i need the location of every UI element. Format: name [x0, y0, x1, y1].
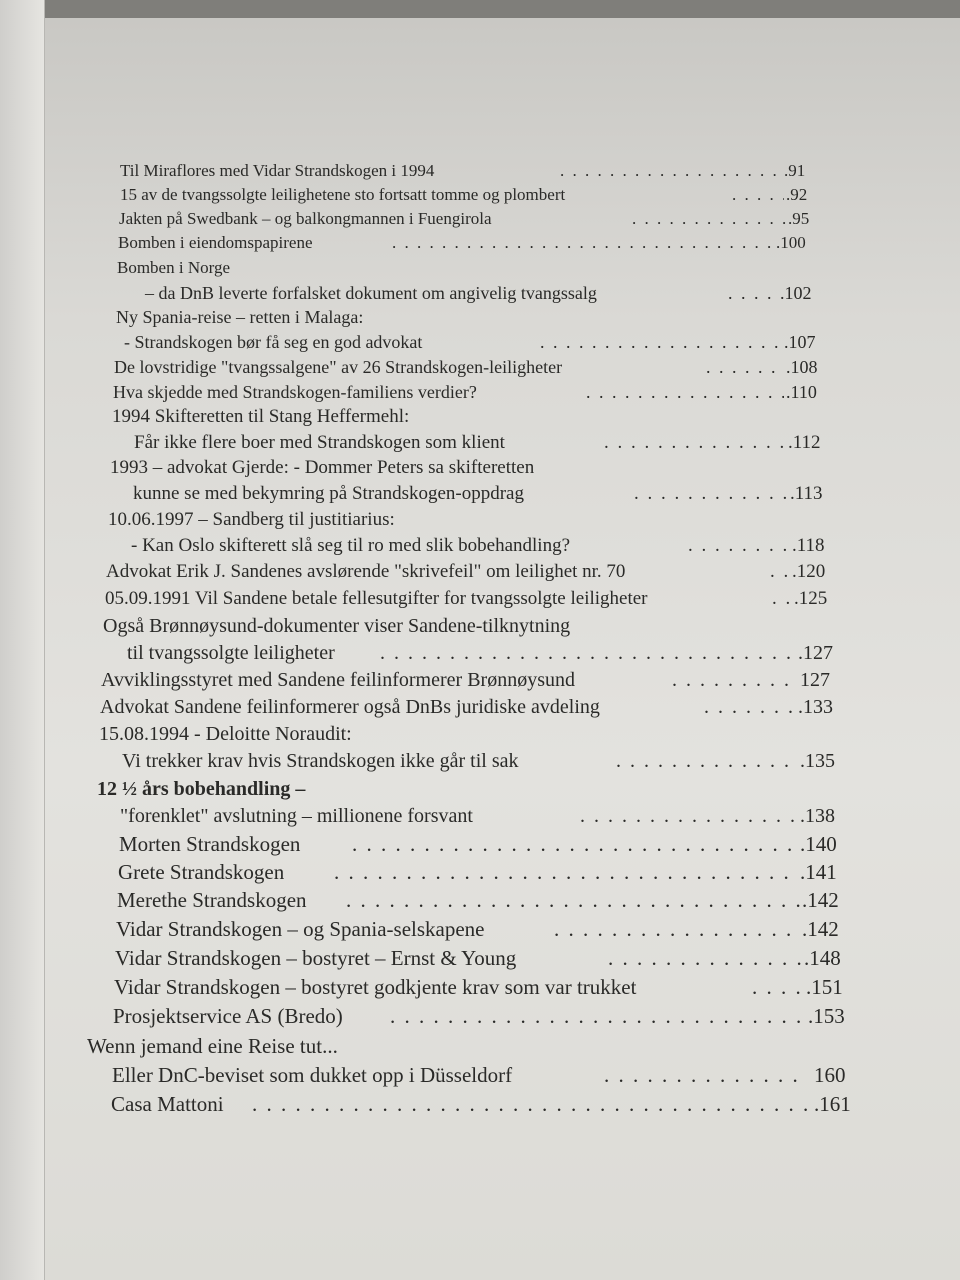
toc-entry: [0, 748, 960, 774]
toc-entry: [0, 1062, 960, 1088]
toc-entry-title: Advokat Erik J. Sandenes avslørende "skrivefeil" om leilighet nr. 70: [106, 561, 626, 582]
toc-leader: [580, 803, 798, 829]
toc-entry-page: .92: [786, 185, 808, 204]
toc-entry-page: .120: [792, 561, 826, 582]
toc-entry: [0, 831, 960, 857]
toc-entry-title: Bomben i eiendomspapirene: [118, 233, 313, 252]
toc-leader: [380, 640, 796, 666]
toc-leader: [604, 430, 786, 456]
toc-entry: [0, 586, 960, 612]
toc-leader: [540, 329, 782, 355]
toc-entry-title: 15.08.1994 - Deloitte Noraudit:: [99, 723, 352, 745]
toc-entry: [0, 158, 960, 184]
toc-leader: [632, 206, 786, 232]
toc-leader: [770, 559, 792, 585]
toc-leader: [772, 586, 794, 612]
toc-entry-page: .142: [802, 917, 839, 941]
toc-entry-page: .95: [788, 209, 810, 228]
toc-entry-page: .107: [784, 332, 816, 352]
toc-entry: [0, 667, 960, 693]
toc-leader: [672, 667, 794, 693]
toc-entry: [0, 640, 960, 666]
toc-leader: [392, 230, 774, 256]
toc-entry-page: .118: [792, 535, 825, 556]
toc-entry: [0, 1033, 960, 1059]
toc-leader: [704, 694, 798, 720]
toc-entry-title: 1993 – advokat Gjerde: - Dommer Peters sa skifteretten: [110, 457, 535, 478]
toc-entry-page: .108: [786, 357, 818, 377]
toc-leader: [706, 354, 784, 380]
toc-entry-page: .135: [800, 750, 835, 772]
toc-entry-title: Merethe Strandskogen: [117, 888, 307, 912]
toc-entry-title: Ny Spania-reise – retten i Malaga:: [116, 307, 364, 327]
toc-leader: [352, 831, 798, 857]
toc-entry: [0, 916, 960, 942]
toc-entry-title: Prosjektservice AS (Bredo): [113, 1004, 343, 1028]
toc-entry-title: Vidar Strandskogen – og Spania-selskapene: [116, 917, 485, 941]
toc-entry-page: .140: [800, 832, 837, 856]
table-of-contents: [0, 150, 960, 1130]
toc-entry-title: kunne se med bekymring på Strandskogen-oppdrag: [133, 483, 524, 504]
toc-leader: [752, 974, 804, 1000]
toc-entry: [0, 304, 960, 330]
toc-leader: [604, 1062, 808, 1088]
toc-entry: [0, 721, 960, 747]
toc-entry-page: .151: [806, 975, 843, 999]
toc-leader: [560, 158, 782, 184]
toc-entry: [0, 481, 960, 507]
toc-entry-page: .102: [780, 283, 812, 303]
toc-entry: [0, 280, 960, 306]
toc-entry: [0, 404, 960, 430]
toc-leader: [390, 1003, 806, 1029]
toc-entry: [0, 329, 960, 355]
toc-entry: [0, 945, 960, 971]
toc-entry-title: - Strandskogen bør få seg en god advokat: [124, 332, 423, 352]
toc-entry: [0, 430, 960, 456]
toc-entry: [0, 974, 960, 1000]
toc-entry-title: Jakten på Swedbank – og balkongmannen i Fuengirola: [119, 209, 492, 228]
toc-entry-title: Grete Strandskogen: [118, 860, 285, 884]
toc-entry-title: 15 av de tvangssolgte leilighetene sto fortsatt tomme og plombert: [120, 185, 566, 204]
toc-entry-page: .133: [798, 696, 833, 718]
toc-entry: [0, 230, 960, 256]
toc-entry-page: 127: [800, 669, 830, 691]
toc-leader: [608, 945, 802, 971]
toc-entry-page: .153: [808, 1004, 845, 1028]
toc-entry: [0, 1003, 960, 1029]
toc-entry: [0, 559, 960, 585]
toc-entry: [0, 694, 960, 720]
toc-entry-title: Får ikke flere boer med Strandskogen som klient: [134, 432, 505, 453]
toc-entry-title: 05.09.1991 Vil Sandene betale fellesutgifter for tvangssolgte leiligheter: [105, 588, 648, 609]
toc-entry: [0, 206, 960, 232]
toc-leader: [586, 379, 784, 405]
toc-leader: [688, 533, 790, 559]
toc-entry-page: .138: [800, 805, 835, 827]
toc-entry: [0, 507, 960, 533]
toc-entry-title: De lovstridige "tvangssalgene" av 26 Strandskogen-leiligheter: [114, 357, 563, 377]
toc-entry-title: - Kan Oslo skifterett slå seg til ro med slik bobehandling?: [131, 535, 571, 556]
toc-entry-title: Hva skjedde med Strandskogen-familiens verdier?: [113, 382, 477, 402]
toc-section-heading: [0, 776, 960, 802]
toc-entry: [0, 255, 960, 281]
toc-entry: [0, 887, 960, 913]
toc-leader: [732, 182, 784, 208]
toc-entry-title: Vidar Strandskogen – bostyret – Ernst & Young: [115, 946, 517, 970]
toc-entry-page: .110: [786, 382, 817, 402]
toc-leader: [616, 748, 798, 774]
toc-entry-title: Casa Mattoni: [111, 1092, 224, 1116]
toc-leader: [554, 916, 800, 942]
toc-entry-title: Til Miraflores med Vidar Strandskogen i 1994: [120, 161, 435, 180]
toc-entry: [0, 455, 960, 481]
toc-leader: [634, 481, 788, 507]
toc-entry: [0, 354, 960, 380]
toc-leader: [252, 1091, 814, 1117]
toc-entry-page: .161: [814, 1092, 851, 1116]
toc-leader: [346, 887, 800, 913]
toc-entry-page: .125: [794, 588, 828, 609]
toc-entry-title: 12 ½ års bobehandling –: [97, 778, 306, 800]
toc-entry-title: Bomben i Norge: [117, 258, 231, 277]
toc-entry-title: 1994 Skifteretten til Stang Heffermehl:: [112, 406, 410, 427]
toc-entry-page: .127: [798, 642, 833, 664]
toc-entry: [0, 379, 960, 405]
toc-entry-title: "forenklet" avslutning – millionene forsvant: [120, 805, 473, 827]
toc-entry-page: .148: [804, 946, 841, 970]
toc-entry: [0, 859, 960, 885]
toc-entry-title: Vi trekker krav hvis Strandskogen ikke går til sak: [122, 750, 519, 772]
toc-entry-page: .100: [776, 233, 806, 252]
toc-leader: [728, 280, 778, 306]
toc-entry: [0, 182, 960, 208]
toc-entry-page: .91: [784, 161, 806, 180]
toc-entry-title: Eller DnC-beviset som dukket opp i Düsseldorf: [112, 1063, 513, 1087]
toc-entry: [0, 613, 960, 639]
toc-entry: [0, 803, 960, 829]
toc-entry: [0, 1091, 960, 1117]
toc-entry-title: Også Brønnøysund-dokumenter viser Sandene-tilknytning: [103, 615, 571, 637]
toc-entry-title: Advokat Sandene feilinformerer også DnBs juridiske avdeling: [100, 696, 600, 718]
toc-entry-page: .141: [800, 860, 837, 884]
toc-entry-title: Vidar Strandskogen – bostyret godkjente krav som var trukket: [114, 975, 637, 999]
toc-entry-page: .113: [790, 483, 823, 504]
toc-entry-title: Wenn jemand eine Reise tut...: [87, 1034, 338, 1058]
toc-entry-title: til tvangssolgte leiligheter: [127, 642, 335, 664]
toc-entry-page: .142: [802, 888, 839, 912]
toc-entry-page: .112: [788, 432, 821, 453]
toc-entry-title: Avviklingsstyret med Sandene feilinformerer Brønnøysund: [101, 669, 575, 691]
toc-entry-title: Morten Strandskogen: [119, 832, 301, 856]
toc-leader: [334, 859, 798, 885]
toc-entry: [0, 533, 960, 559]
toc-entry-title: – da DnB leverte forfalsket dokument om angivelig tvangssalg: [145, 283, 597, 303]
toc-entry-title: 10.06.1997 – Sandberg til justitiarius:: [108, 509, 395, 530]
toc-entry-page: 160: [814, 1063, 846, 1087]
background-strip: [40, 0, 960, 18]
